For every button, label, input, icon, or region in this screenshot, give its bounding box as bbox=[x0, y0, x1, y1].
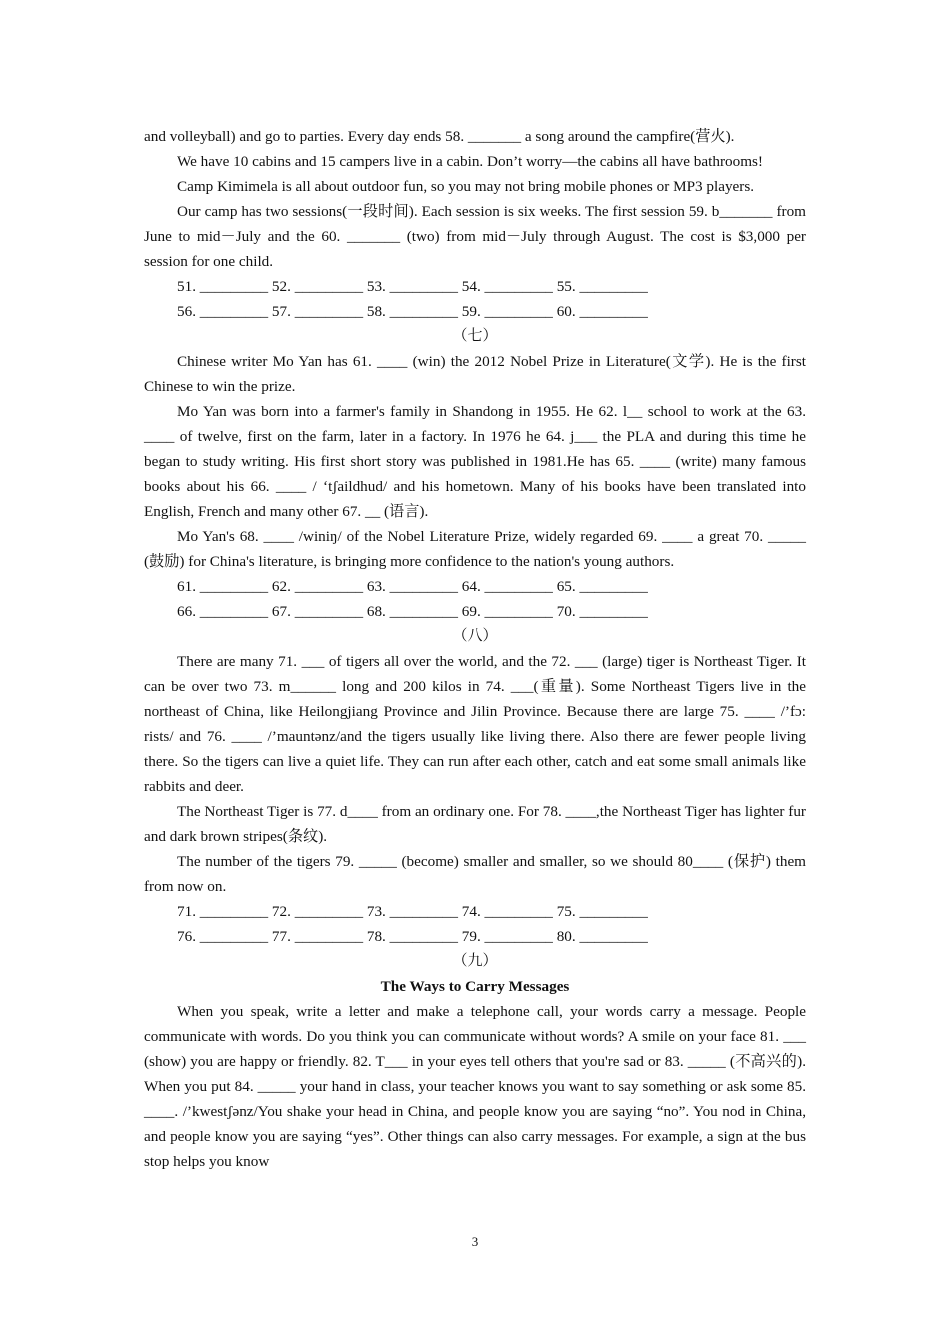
part8-paragraph-3: The number of the tigers 79. _____ (become) smaller and smaller, so we should 80____ (保护) them from now on. bbox=[144, 853, 806, 895]
page-number: 3 bbox=[471, 1234, 479, 1249]
section-heading: （八） bbox=[452, 628, 498, 644]
answer-row: 56. _________ 57. _________ 58. _________ 59. _________ 60. _________ bbox=[177, 303, 648, 320]
part7-paragraph-1: Chinese writer Mo Yan has 61. ____ (win) the 2012 Nobel Prize in Literature(文学). He is the first Chinese to win the prize. bbox=[144, 353, 806, 395]
answer-row: 76. _________ 77. _________ 78. _________ 79. _________ 80. _________ bbox=[177, 928, 648, 945]
part7-paragraph-3: Mo Yan's 68. ____ /winiŋ/ of the Nobel Literature Prize, widely regarded 69. ____ a great 70. _____ (鼓励) for China's literature, is bringing more confidence to the nation's young authors. bbox=[144, 528, 806, 570]
part6-paragraph-1: and volleyball) and go to parties. Every day ends 58. _______ a song around the campfire(营火). bbox=[144, 128, 735, 145]
part7-paragraph-2: Mo Yan was born into a farmer's family in Shandong in 1955. He 62. l__ school to work at the 63. ____ of twelve, first on the farm, later in a factory. In 1976 he 64. j___ the PLA and during this time he began to study writing. His first short story was published in 1981.He has 65. ____ (write) many famous books about his 66. ____ / ‘tʃaildhud/ and his hometown. Many of his books have been translated into English, French and many other 67. __ (语言). bbox=[144, 403, 806, 520]
part6-paragraph-4: Our camp has two sessions(一段时间). Each session is six weeks. The first session 59. b_______ from June to mid－July and the 60. _______ (two) from mid－July through August. The cost is $3,000 per session for one child. bbox=[144, 203, 806, 270]
section-heading: （七） bbox=[452, 328, 498, 344]
part8-paragraph-2: The Northeast Tiger is 77. d____ from an ordinary one. For 78. ____,the Northeast Tiger has lighter fur and dark brown stripes(条纹). bbox=[144, 803, 806, 845]
part8-paragraph-1: There are many 71. ___ of tigers all over the world, and the 72. ___ (large) tiger is Northeast Tiger. It can be over two 73. m______ long and 200 kilos in 74. ___(重量). Some Northeast Tigers live in the northeast of China, like Heilongjiang Province and Jilin Province. Because there are large 75. ____ /’fɔ: rists/ and 76. ____ /’mauntənz/and the tigers usually like living there. Also there are fewer people living there. So the tigers can live a quiet life. They can run after each other, catch and eat some small animals like rabbits and deer. bbox=[144, 653, 806, 795]
answer-row: 51. _________ 52. _________ 53. _________ 54. _________ 55. _________ bbox=[177, 278, 648, 295]
document-body bbox=[144, 124, 806, 1174]
answer-row: 71. _________ 72. _________ 73. _________ 74. _________ 75. _________ bbox=[177, 903, 648, 920]
part6-paragraph-3: Camp Kimimela is all about outdoor fun, so you may not bring mobile phones or MP3 players. bbox=[177, 178, 755, 195]
passage-title: The Ways to Carry Messages bbox=[380, 978, 570, 995]
part6-paragraph-2: We have 10 cabins and 15 campers live in a cabin. Don’t worry—the cabins all have bathrooms! bbox=[177, 153, 763, 170]
part9-paragraph-1: When you speak, write a letter and make a telephone call, your words carry a message. People communicate with words. Do you think you can communicate without words? A smile on your face 81. ___ (show) you are happy or friendly. 82. T___ in your eyes tell others that you're sad or 83. _____ (不高兴的). When you put 84. _____ your hand in class, your teacher knows you want to say something or ask some 85. ____. /’kwestʃənz/You shake your head in China, and people know you are saying “no”. You nod in China, and people know you are saying “yes”. Other things can also carry messages. For example, a sign at the bus stop helps you know bbox=[144, 1003, 806, 1170]
section-heading: （九） bbox=[452, 953, 498, 969]
answer-row: 61. _________ 62. _________ 63. _________ 64. _________ 65. _________ bbox=[177, 578, 648, 595]
answer-row: 66. _________ 67. _________ 68. _________ 69. _________ 70. _________ bbox=[177, 603, 648, 620]
